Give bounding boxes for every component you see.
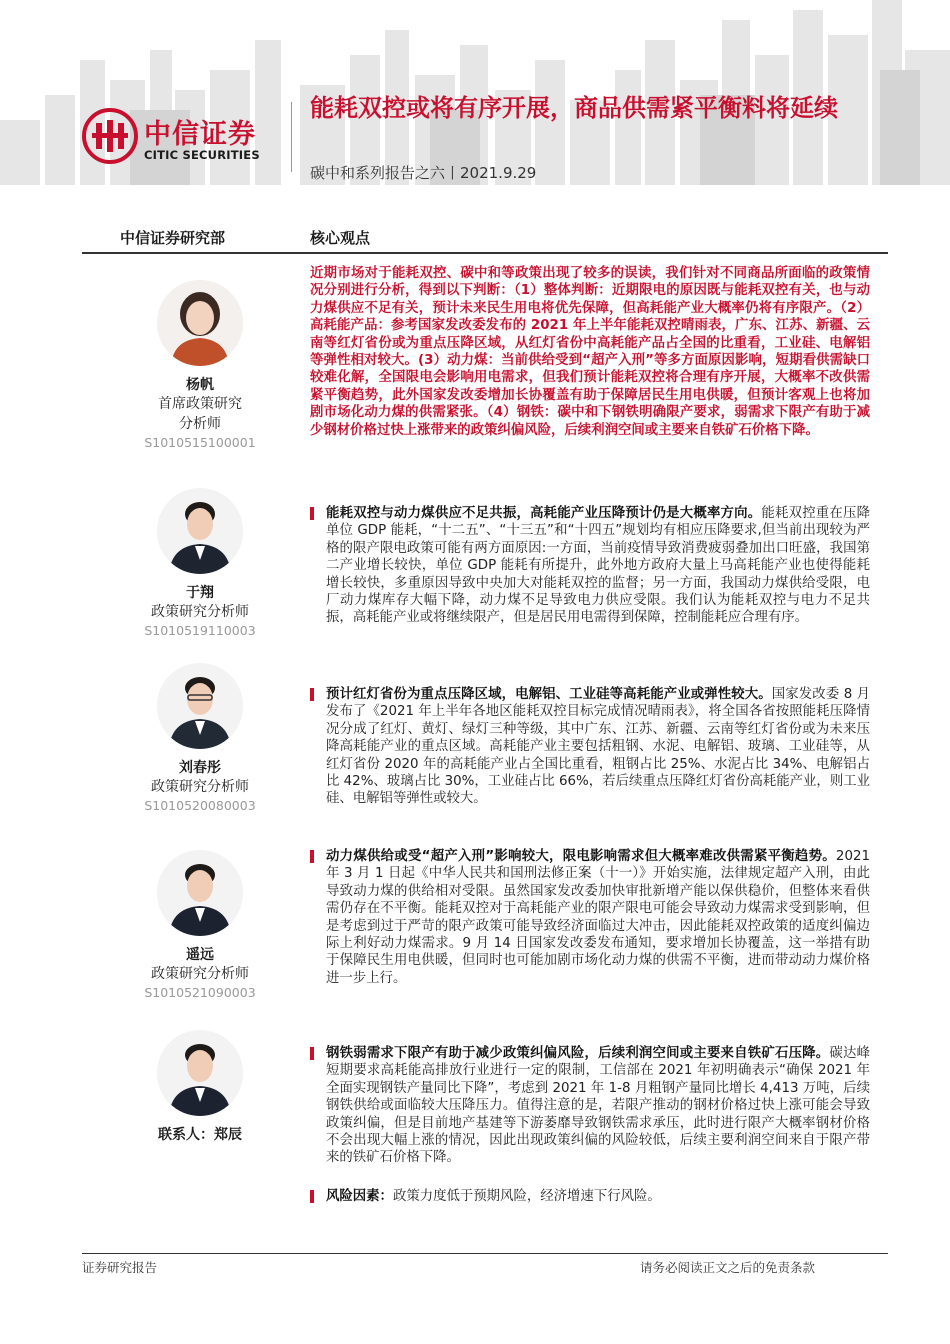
contact-card [112,1030,288,1144]
point-heading: 动力煤供给或受“超产入刑”影响较大，限电影响需求但大概率难改供需紧平衡趋势。 [326,849,836,864]
section-rule [82,252,888,254]
point-heading: 能耗双控与动力煤供应不足共振，高耗能产业压降预计仍是大概率方向。 [326,506,762,521]
logo-text-cn: 中信证券 [144,119,256,150]
report-subtitle: 碳中和系列报告之六丨2021.9.29 [310,164,537,182]
analyst-role: 首席政策研究 [158,396,242,412]
avatar [157,280,243,366]
bullet-marker [310,850,314,863]
avatar [157,663,243,749]
analyst-license-id: S1010519110003 [144,623,256,638]
footer-rule [82,1253,888,1254]
analyst-name: 杨帆 [186,377,214,393]
analyst-name: 刘春彤 [179,760,221,776]
report-title: 能耗双控或将有序开展，商品供需紧平衡料将延续 [310,94,838,122]
citic-logo [82,108,282,168]
avatar [157,488,243,574]
header-divider [291,102,292,172]
point-body: 政策力度低于预期风险，经济增速下行风险。 [392,1189,661,1204]
footer-disclaimer-text: 请务必阅读正文之后的免责条款 [640,1260,816,1275]
analyst-card [112,488,288,638]
summary-paragraph: 近期市场对于能耗双控、碳中和等政策出现了较多的误读，我们针对不同商品所面临的政策情况分别进行分析，得到以下判断：（1）整体判断：近期限电的原因既与能耗双控有关，也与动力煤供应不足有关，预计未来民生用电将优先保障，但高耗能产业大概率仍将有序限产。（2）高耗能产品：参考国家发改委发布的 2021 年上半年能耗双控晴雨表，广东、江苏、新疆、云南等红灯省份或为重点压降区域，从红灯省份中高耗能产品占全国的比重看，工业硅、电解铝等弹性相对较大。(3）动力煤：当前供给受到“超产入刑”等多方面原因影响，短期看供需缺口较难化解，全国限电会影响用电需求，但我们预计能耗双控将合理有序开展，大概率不改供需紧平衡趋势，此外国家发改委增加长协覆盖有助于保障居民生用电供暖，但预计客观上也将加剧市场化动力煤的供需紧张。（4）钢铁：碳中和下钢铁明确限产要求，弱需求下限产有助于减少钢材价格过快上涨带来的政策纠偏风险，后续利润空间或主要来自铁矿石价格下降。 [310,266,870,438]
contact-name: 联系人：郑辰 [158,1127,242,1143]
avatar [157,850,243,936]
analyst-role-line2: 分析师 [179,416,221,432]
footer-left-text: 证券研究报告 [82,1260,158,1275]
core-view-label: 核心观点 [310,229,371,247]
bullet-marker [310,507,314,520]
point-heading: 钢铁弱需求下限产有助于减少政策纠偏风险，后续利润空间或主要来自铁矿石压降。 [326,1046,830,1061]
analyst-card [112,850,288,1000]
point-body: 能耗双控重在压降单位 GDP 能耗，“十二五”、“十三五”和“十四五”规划均有相应压降要求,但当前出现较为严格的限产限电政策可能有两方面原因:一方面，当前疫情导致消费疲弱叠加出口旺盛，我国第二产业增长较快，单位 GDP 能耗有所提升，此外地方政府大量上马高耗能产业也使得能耗增长较快，多重原因导致中央加大对能耗双控的监督；另一方面，我国动力煤供给受限，电厂动力煤库存大幅下降，动力煤不足导致电力供应受限。我们认为能耗双控与电力不足共振，高耗能产业或将继续限产，但是居民用电需得到保障，控制能耗应合理有序。 [326,506,871,626]
point-heading: 预计红灯省份为重点压降区域，电解铝、工业硅等高耗能产业或弹性较大。 [326,687,772,702]
point-body: 2021 年 3 月 1 日起《中华人民共和国刑法修正案（十一）》开始实施，法律规定超产入刑，由此导致动力煤的供给相对受限。虽然国家发改委加快审批新增产能以保供稳价，但整体来看供需仍存在不平衡。能耗双控对于高耗能产业的限产限电可能会导致动力煤需求受到影响，但是考虑到过于严苛的限产政策可能导致经济面临过大冲击，因此能耗双控政策的适度纠偏边际上利好动力煤需求。9 月 14 日国家发改委发布通知，要求增加长协覆盖，这一举措有助于保障民生用电供暖，但同时也可能加剧市场化动力煤的供需不平衡，进而带动动力煤价格进一步上行。 [326,849,870,986]
analyst-card [112,663,288,813]
bullet-marker [310,1047,314,1060]
logo-text-en: CITIC SECURITIES [144,148,260,162]
point-body: 国家发改委 8 月发布了《2021 年上半年各地区能耗双控目标完成情况晴雨表》，将全国各省按照能耗压降情况分成了红灯、黄灯、绿灯三种等级，其中广东、江苏、新疆、云南等红灯省份或为未来压降高耗能产业的重点区域。高耗能产业主要包括粗钢、水泥、电解铝、玻璃、工业硅等，从红灯省份 2020 年的高耗能产业占全国比重看，粗钢占比 25%、水泥占比 34%、电解铝占比 42%、玻璃占比 30%，工业硅占比 66%，若后续重点压降红灯省份高耗能产业，则工业硅、电解铝等弹性或较大。 [326,687,870,807]
point-3 [310,848,870,987]
point-body: 碳达峰短期要求高耗能高排放行业进行一定的限制，工信部在 2021 年初明确表示“确保 2021 年全面实现钢铁产量同比下降”，考虑到 2021 年 1-8 月粗钢产量同比增长 4,413 万吨，后续钢铁供给或面临较大压降压力。值得注意的是，若限产推动的钢材价格过快上涨可能会导致政策纠偏，但是目前地产基建等下游萎靡导致钢铁需求承压，此时进行限产大概率钢材价格不会出现大幅上涨的情况，因此出现政策纠偏的风险较低，后续主要利润空间来自于限产带来的铁矿石价格下降。 [326,1046,871,1166]
avatar [157,1030,243,1116]
analyst-license-id: S1010515100001 [144,435,256,450]
department-label: 中信证券研究部 [120,229,226,247]
analyst-role: 政策研究分析师 [151,604,249,620]
analyst-role: 政策研究分析师 [151,779,249,795]
analyst-license-id: S1010521090003 [144,985,256,1000]
point-heading: 风险因素： [326,1189,393,1204]
analyst-card [112,280,288,450]
point-4 [310,1045,870,1167]
point-1 [310,505,870,627]
bullet-marker [310,688,314,701]
analyst-license-id: S1010520080003 [144,798,256,813]
analyst-role: 政策研究分析师 [151,966,249,982]
bullet-marker [310,1190,314,1203]
analyst-name: 于翔 [186,585,214,601]
analyst-name: 遥远 [186,947,214,963]
point-2 [310,686,870,808]
citic-emblem-icon [82,108,138,164]
point-5 [310,1188,870,1205]
